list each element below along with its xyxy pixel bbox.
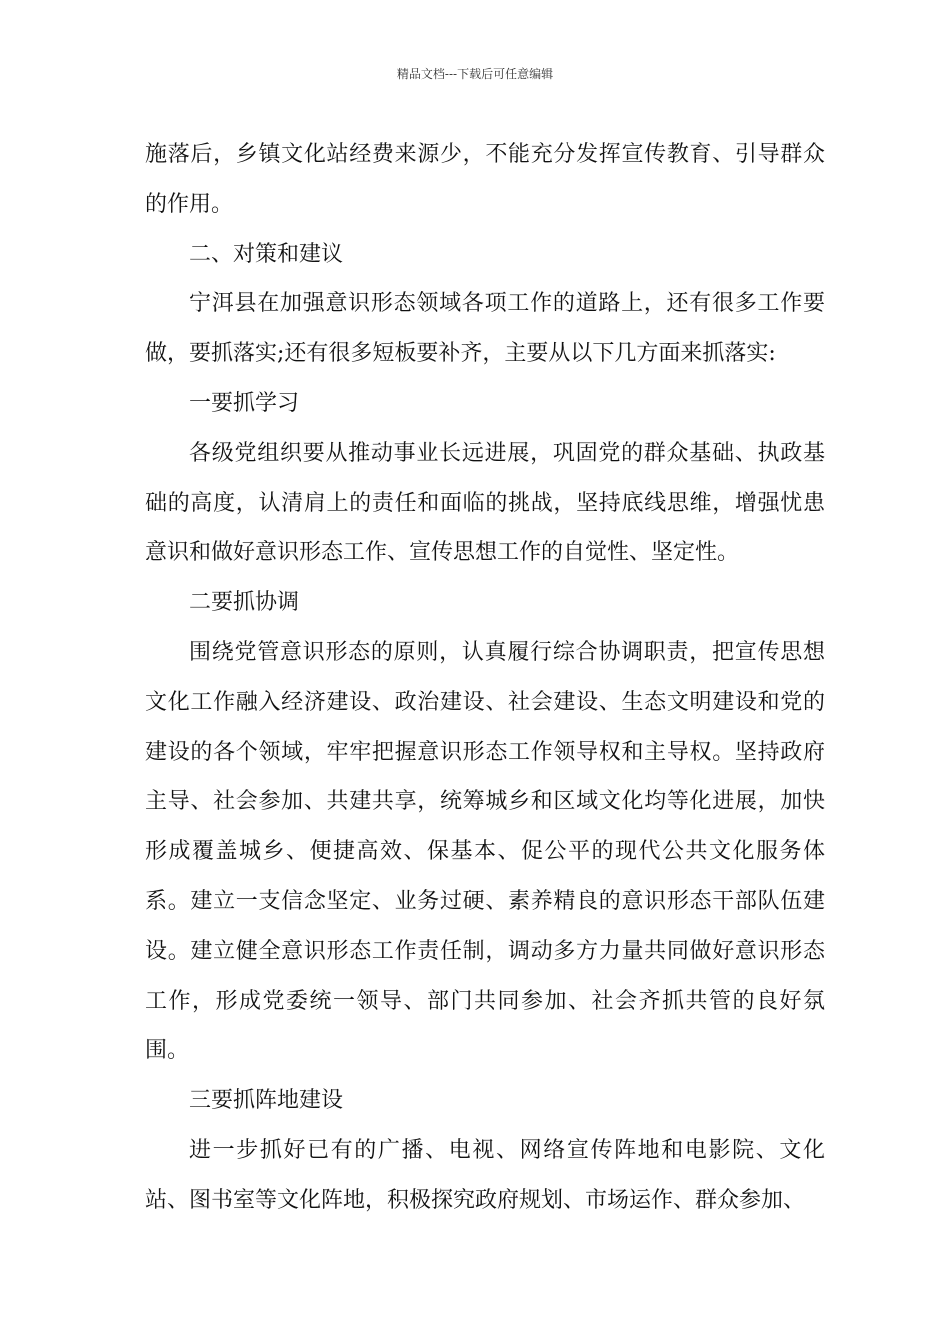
- paragraph-study: 各级党组织要从推动事业长远进展，巩固党的群众基础、执政基础的高度，认清肩上的责任和面临的挑战，坚持底线思维，增强忧患意识和做好意识形态工作、宣传思想工作的自觉性、坚定性。: [145, 440, 825, 566]
- paragraph-position-building: 进一步抓好已有的广播、电视、网络宣传阵地和电影院、文化站、图书室等文化阵地，积极探究政府规划、市场运作、群众参加、: [145, 1137, 825, 1213]
- paragraph-intro-continued: 施落后，乡镇文化站经费来源少，不能充分发挥宣传教育、引导群众的作用。: [145, 142, 825, 217]
- subheading-position-building: 三要抓阵地建设: [189, 1088, 344, 1114]
- paragraph-overview: 宁洱县在加强意识形态领域各项工作的道路上，还有很多工作要做，要抓落实;还有很多短板要补齐，主要从以下几方面来抓落实:: [145, 291, 825, 367]
- subheading-coordination: 二要抓协调: [189, 590, 300, 616]
- paragraph-coordination: 围绕党管意识形态的原则，认真履行综合协调职责，把宣传思想文化工作融入经济建设、政治建设、社会建设、生态文明建设和党的建设的各个领域，牢牢把握意识形态工作领导权和主导权。坚持政府主导、社会参加、共建共享，统筹城乡和区域文化均等化进展，加快形成覆盖城乡、便捷高效、保基本、促公平的现代公共文化服务体系。建立一支信念坚定、业务过硬、素养精良的意识形态干部队伍建设。建立健全意识形态工作责任制，调动多方力量共同做好意识形态工作，形成党委统一领导、部门共同参加、社会齐抓共管的良好氛围。: [145, 639, 825, 1064]
- document-body: [145, 130, 825, 1226]
- page-header: 精品文档---下载后可任意编辑: [396, 67, 554, 81]
- section-heading-countermeasures: 二、对策和建议: [189, 241, 344, 267]
- subheading-study: 一要抓学习: [189, 390, 300, 416]
